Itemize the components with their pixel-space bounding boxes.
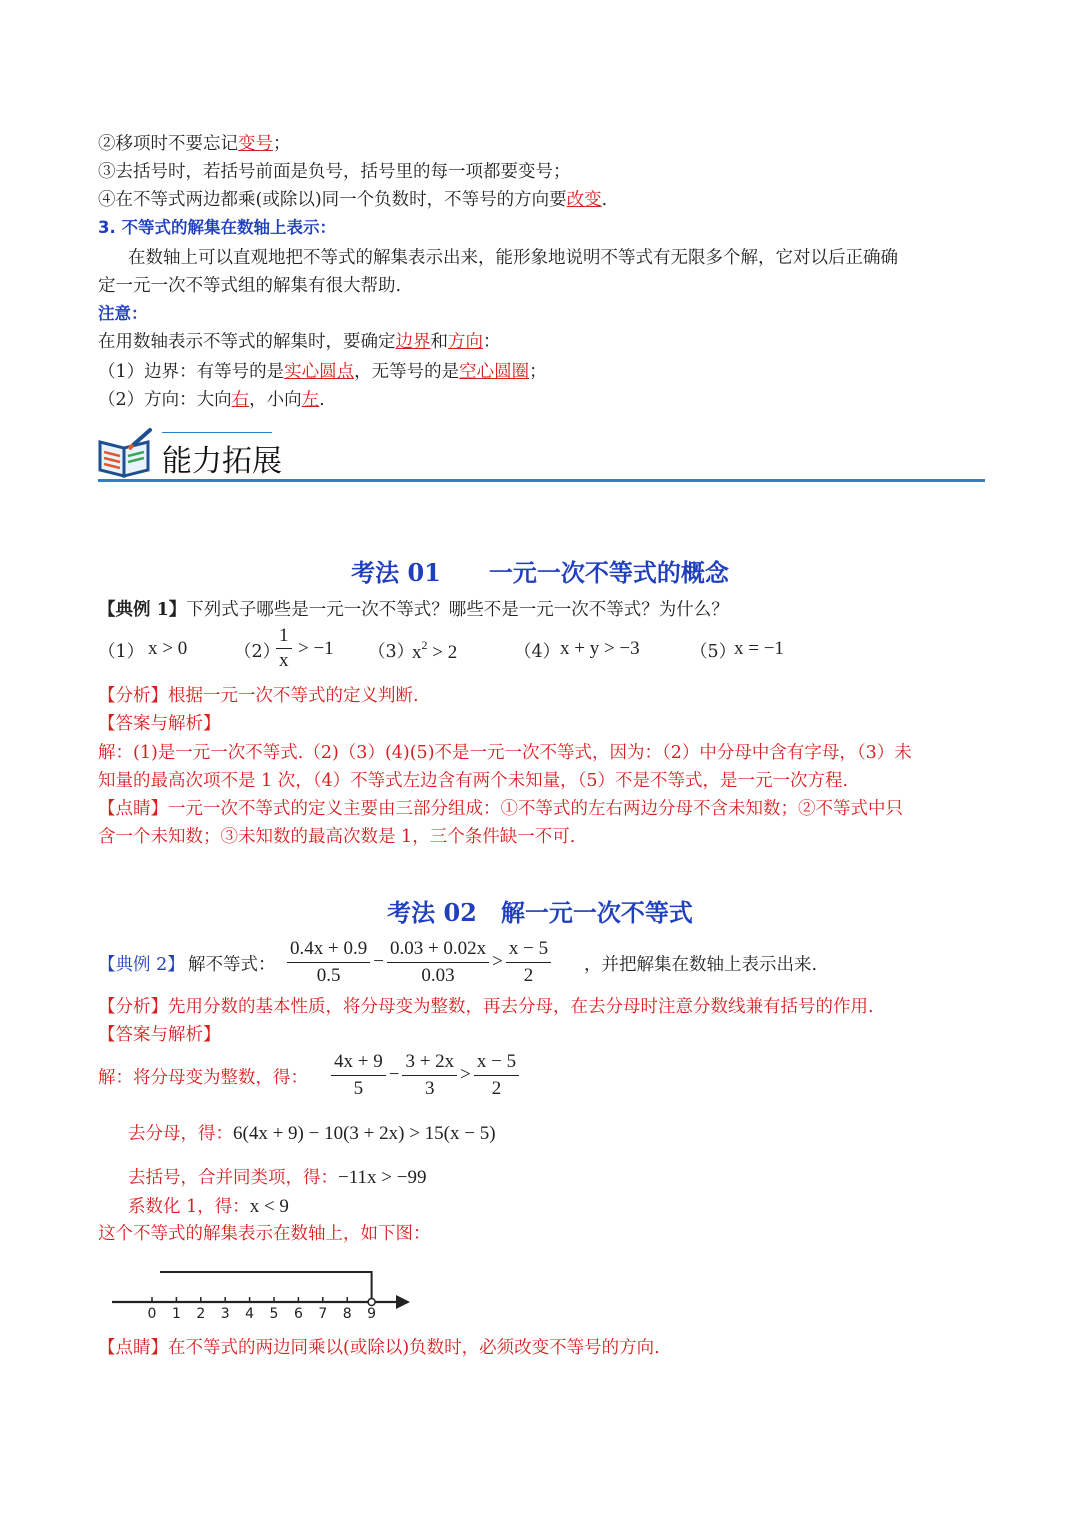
highlight-text: 改变 xyxy=(566,190,602,210)
item-expression: x + y > −3 xyxy=(560,638,640,659)
open-circle-marker xyxy=(368,1299,375,1306)
operator: − xyxy=(373,950,384,972)
fraction-numerator: 1 xyxy=(276,624,292,649)
section-2-title: 考法 02 解一元一次不等式 xyxy=(387,898,693,927)
tick-label: 1 xyxy=(171,1306,181,1322)
fraction-numerator: 4x + 9 xyxy=(331,1049,386,1076)
section-header-title: 能力拓展 xyxy=(162,444,282,479)
solution-1-line-1: 解：(1)是一元一次不等式.（2)（3）(4)(5)不是一元一次不等式，因为：（2）中分母中含有字母，（3）未 xyxy=(98,743,912,763)
tick-label: 7 xyxy=(318,1306,328,1322)
step-math: −11x > −99 xyxy=(338,1167,427,1188)
number-line-ticks xyxy=(148,1297,377,1322)
tip-1-line-2: 含一个未知数；③未知数的最高次数是 1，三个条件缺一不可. xyxy=(98,827,576,847)
note-line-2 xyxy=(98,358,547,386)
answer-label-2: 【答案与解析】 xyxy=(98,1025,221,1045)
fraction-group xyxy=(284,936,554,989)
solution-1-line-2: 知量的最高次项不是 1 次，（4）不等式左边含有两个未知量，（5）不是不等式，是一元一次方程. xyxy=(98,771,849,791)
operator: > xyxy=(492,950,503,972)
highlight-text: 方向 xyxy=(448,332,483,352)
step-text: 解：将分母变为整数，得： xyxy=(98,1068,308,1088)
solution-2-step-3 xyxy=(128,1164,426,1192)
item-label: （1） xyxy=(98,642,145,662)
fraction-denominator: 3 xyxy=(425,1078,435,1099)
text: （2）方向：大向 xyxy=(98,390,232,410)
text: ； xyxy=(529,362,547,382)
solution-2-step-2 xyxy=(128,1120,496,1148)
example-text: ，并把解集在数轴上表示出来. xyxy=(584,955,818,975)
highlight-text: 边界 xyxy=(395,332,431,352)
item-label: （5） xyxy=(690,642,737,662)
example-text: 下列式子哪些是一元一次不等式？哪些不是一元一次不等式？为什么？ xyxy=(186,600,729,620)
subsection-heading: 3. 不等式的解集在数轴上表示： xyxy=(98,218,336,237)
tick-label: 3 xyxy=(220,1306,230,1322)
fraction-numerator: 3 + 2x xyxy=(402,1049,457,1076)
fraction-denominator: 2 xyxy=(523,965,534,986)
item-expression: x = −1 xyxy=(734,638,784,659)
section-1-title: 考法 01 一元一次不等式的概念 xyxy=(351,558,729,587)
text: ②移项时不要忘记 xyxy=(98,134,238,154)
item-expression xyxy=(412,638,457,664)
paragraph-line-2: 定一元一次不等式组的解集有很大帮助. xyxy=(98,276,402,296)
fraction-numerator: 0.4x + 0.9 xyxy=(287,936,370,963)
tick-label: 0 xyxy=(147,1306,157,1322)
rule-line-2 xyxy=(98,130,291,158)
header-rule xyxy=(98,479,985,482)
item-label: （2） xyxy=(234,642,281,662)
paragraph-line-1: 在数轴上可以直观地把不等式的解集表示出来，能形象地说明不等式有无限多个解，它对以后正确确 xyxy=(128,248,898,268)
item-expression: > −1 xyxy=(298,638,334,659)
text: 和 xyxy=(430,332,448,352)
solution-range-bracket xyxy=(160,1272,372,1302)
fraction-denominator: 0.03 xyxy=(421,965,455,986)
solution-2-step-4 xyxy=(128,1193,289,1221)
rule-line-4 xyxy=(98,186,607,214)
step-text: 系数化 1，得： xyxy=(128,1197,250,1217)
solution-2-step-5: 这个不等式的解集表示在数轴上，如下图： xyxy=(98,1224,431,1244)
highlight-text: 实心圆点 xyxy=(284,362,355,382)
exponent: 2 xyxy=(421,638,428,652)
tick-label: 5 xyxy=(269,1306,279,1322)
number-line xyxy=(108,1262,418,1324)
note-line-3 xyxy=(98,386,325,414)
text: 在用数轴表示不等式的解集时，要确定 xyxy=(98,332,396,352)
header-top-rule xyxy=(162,432,272,433)
operator: > xyxy=(460,1063,471,1085)
text: ： xyxy=(483,332,501,352)
text: （1）边界：有等号的是 xyxy=(98,362,285,382)
highlight-text: 变号 xyxy=(238,134,273,154)
tick-label: 4 xyxy=(245,1306,255,1322)
text: ④在不等式两边都乘(或除以)同一个负数时，不等号的方向要 xyxy=(98,190,567,210)
fraction-denominator: 0.5 xyxy=(316,965,341,986)
fraction xyxy=(276,624,292,673)
step-text: 去括号，合并同类项，得： xyxy=(128,1168,338,1188)
highlight-text: 空心圆圈 xyxy=(459,362,530,382)
example-label: 【典例 2】 xyxy=(98,955,185,975)
highlight-text: 右 xyxy=(231,390,250,410)
fraction-denominator: 5 xyxy=(353,1078,364,1099)
example-label: 【典例 1】 xyxy=(98,600,187,620)
example-1 xyxy=(98,596,729,624)
note-line-1 xyxy=(98,328,501,356)
analysis-2: 【分析】先用分数的基本性质，将分母变为整数，再去分母，在去分母时注意分数线兼有括号的作用. xyxy=(98,997,874,1017)
step-text: 去分母，得： xyxy=(128,1124,233,1144)
fraction-numerator: x − 5 xyxy=(506,936,551,963)
fraction-denominator: 2 xyxy=(491,1078,502,1099)
highlight-text: 左 xyxy=(301,390,320,410)
item-label: （3） xyxy=(368,642,415,662)
text: ； xyxy=(273,134,291,154)
note-heading: 注意： xyxy=(98,304,148,323)
fraction-numerator: 0.03 + 0.02x xyxy=(387,936,489,963)
example-text: 解不等式： xyxy=(188,955,276,975)
rest: > 2 xyxy=(432,642,458,663)
tick-label: 6 xyxy=(293,1306,303,1322)
text: . xyxy=(319,390,325,410)
answer-label-1: 【答案与解析】 xyxy=(98,714,221,734)
tip-2: 【点睛】在不等式的两边同乘以(或除以)负数时，必须改变不等号的方向. xyxy=(98,1338,660,1358)
fraction-denominator: x xyxy=(279,650,289,671)
rule-line-3: ③去括号时，若括号前面是负号，括号里的每一项都要变号； xyxy=(98,162,571,182)
tip-1-line-1: 【点睛】一元一次不等式的定义主要由三部分组成：①不等式的左右两边分母不含未知数；②不等式中只 xyxy=(98,799,903,819)
item-expression: x > 0 xyxy=(148,638,188,659)
analysis-1: 【分析】根据一元一次不等式的定义判断. xyxy=(98,686,419,706)
step-math: 6(4x + 9) − 10(3 + 2x) > 15(x − 5) xyxy=(233,1123,496,1144)
step-math: x < 9 xyxy=(249,1196,289,1217)
operator: − xyxy=(388,1063,400,1085)
tick-label: 8 xyxy=(342,1306,352,1322)
text: . xyxy=(601,190,608,210)
fraction-group xyxy=(328,1049,522,1102)
fraction-numerator: x − 5 xyxy=(474,1049,519,1076)
axis-arrow-icon xyxy=(396,1295,410,1309)
tick-label: 9 xyxy=(367,1306,377,1322)
item-label: （4） xyxy=(514,642,561,662)
open-book-icon xyxy=(96,428,156,480)
tick-label: 2 xyxy=(196,1306,206,1322)
base: x xyxy=(412,642,422,663)
text: ，小向 xyxy=(249,390,302,410)
text: ，无等号的是 xyxy=(354,362,460,382)
